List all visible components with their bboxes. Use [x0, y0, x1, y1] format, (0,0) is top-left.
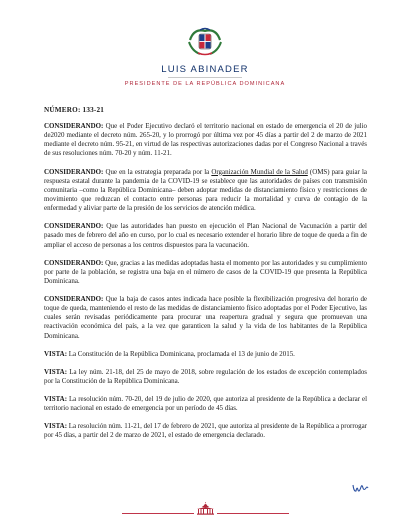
paragraph-label: VISTA: — [44, 394, 67, 403]
national-palace-icon — [196, 502, 215, 515]
president-name: LUIS ABINADER — [161, 64, 249, 75]
paragraph-text: Que en la estrategia preparada por la — [103, 167, 212, 176]
header-divider — [168, 77, 242, 78]
decree-number: NÚMERO: 133-21 — [44, 106, 105, 114]
paragraph — [44, 168, 367, 214]
initials-signature-icon — [352, 482, 370, 494]
paragraph — [44, 422, 367, 440]
paragraph-label: VISTA: — [44, 367, 67, 376]
footer-rule-left — [122, 513, 194, 514]
footer-rule-right — [217, 513, 289, 514]
paragraph-text: La Constitución de la República Dominicana, proclamada el 13 de junio de 2015. — [67, 349, 295, 358]
paragraph-text: Que las autoridades han puesto en ejecución el Plan Nacional de Vacunación a partir del pasado mes de febrero del año en curso, por lo cual es necesario extender el horario libre de toque de queda a fin de ampliar el acceso de personas a los centros dispuestos para la vacunación. — [44, 222, 367, 249]
paragraph-label: CONSIDERANDO: — [44, 222, 104, 231]
paragraph-label: CONSIDERANDO: — [44, 258, 104, 267]
paragraph-label: VISTA: — [44, 349, 67, 358]
paragraph-label: CONSIDERANDO: — [44, 122, 104, 130]
paragraph — [44, 368, 367, 386]
paragraph-label: CONSIDERANDO: — [44, 167, 104, 176]
paragraph — [44, 122, 367, 159]
underlined-text: Organización Mundial de la Salud — [211, 167, 308, 176]
paragraph-text-continued: (OMS) para guiar la respuesta estatal durante la pandemia de la COVID-19 se establece que las autoridades de países con transmisión comunitaria –como la República Dominicana– deben adoptar medidas de distanciamiento físico y restricciones de movimiento que reduzcan el contacto entre personas para reducir la mortalidad y curva de contagio de la enfermedad y aliviar parte de la presión de los servicios de atención médica. — [44, 167, 367, 213]
paragraph-text: Que el Poder Ejecutivo declaró el territorio nacional en estado de emergencia el 20 de julio de2020 mediante el decreto núm. 265-20, y lo prorrogó por última vez por 45 días a partir del 2 de marzo de 2021 mediante el decreto núm. 95-21, en virtud de las respectivas autorizaciones dadas por el Congreso Nacional a través de sus resoluciones núm. 70-20 y núm. 11-21. — [44, 122, 367, 158]
paragraph — [44, 222, 367, 249]
president-title: PRESIDENTE DE LA REPÚBLICA DOMINICANA — [124, 81, 286, 87]
paragraph — [44, 350, 367, 359]
paragraph-label: CONSIDERANDO: — [44, 294, 104, 303]
paragraph — [44, 295, 367, 341]
paragraph — [44, 395, 367, 413]
paragraph-label: VISTA: — [44, 422, 67, 431]
paragraph-text: La resolución núm. 70-20, del 19 de julio de 2020, que autoriza al presidente de la República a declarar el territorio nacional en estado de emergencia por un período de 45 días. — [44, 394, 367, 412]
paragraph-text: La resolución núm. 11-21, del 17 de febrero de 2021, que autoriza al presidente de la República a prorrogar por 45 días, a partir del 2 de marzo de 2021, el estado de emergencia declarado. — [44, 422, 367, 440]
coat-of-arms-icon — [186, 26, 224, 58]
paragraph — [44, 259, 367, 286]
paragraph-text: La ley núm. 21-18, del 25 de mayo de 2018, sobre regulación de los estados de excepción contemplados por la Constitución de la República Dominicana. — [44, 367, 367, 385]
paragraph-text: Que la baja de casos antes indicada hace posible la flexibilización progresiva del horario de toque de queda, manteniendo el resto de las medidas de distanciamiento físico adoptadas por el Poder Ejecutivo, las cuales serán revisadas periódicamente para procurar una reapertura gradual y segura que promuevan una reactivación económica del país, a la vez que garanticen la salud y la vida de los habitantes de la República Dominicana. — [44, 294, 367, 340]
paragraph-text: Que, gracias a las medidas adoptadas hasta el momento por las autoridades y su cumplimiento por parte de la población, se registra una baja en el número de casos de la COVID-19 que presenta la República Dominicana. — [44, 258, 367, 285]
document-body — [44, 122, 367, 449]
